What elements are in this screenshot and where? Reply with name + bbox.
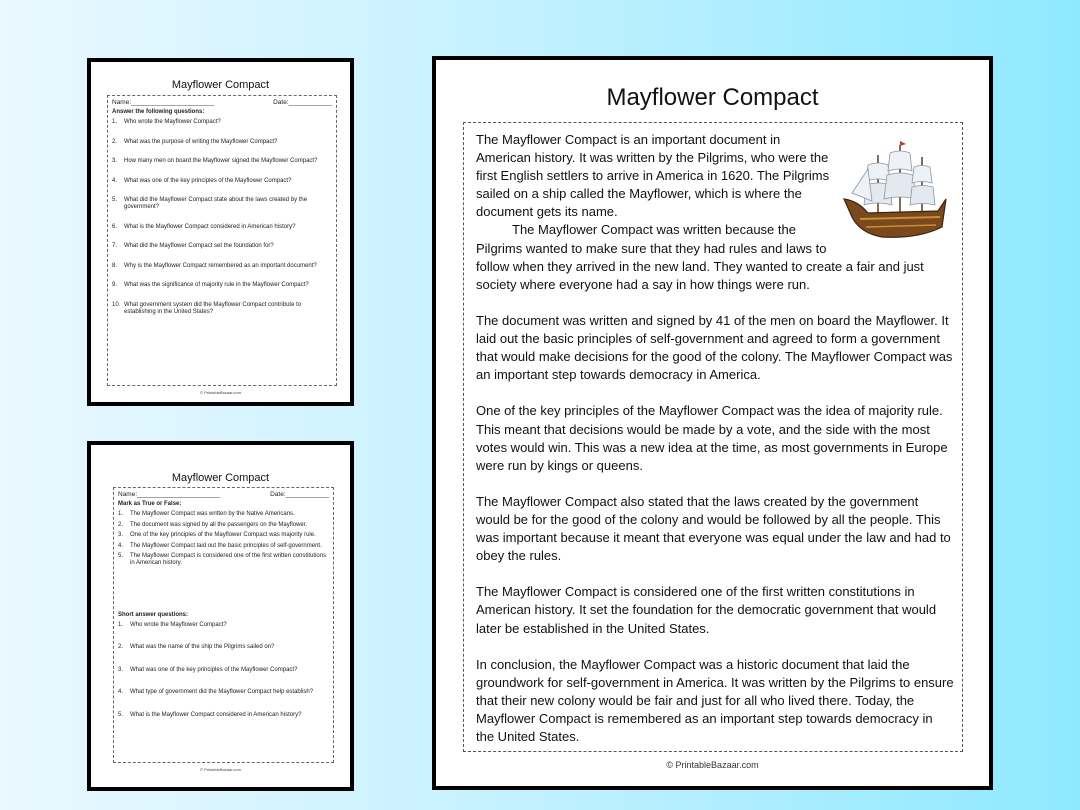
item-text: What is the Mayflower Compact considered in American history?	[130, 711, 302, 718]
list-item	[118, 667, 329, 674]
section-label: Answer the following questions:	[112, 109, 205, 115]
list-item	[118, 522, 329, 529]
list-item	[112, 282, 332, 289]
passage-footer: © PrintableBazaar.com	[666, 760, 759, 770]
item-text: What was one of the key principles of the Mayflower Compact?	[130, 666, 298, 673]
list-item	[112, 224, 332, 231]
item-text: How many men on board the Mayflower signed the Mayflower Compact?	[124, 158, 318, 164]
list-item	[118, 644, 329, 651]
list-item	[112, 197, 332, 211]
list-item	[112, 119, 332, 126]
passage-frame	[463, 122, 963, 752]
list-item	[118, 689, 329, 696]
item-text: What was the significance of majority rule in the Mayflower Compact?	[124, 282, 309, 288]
passage-paragraph-4: The Mayflower Compact also stated that the laws created by the government would be for the good of the colony and would be followed by all the people. This was important because it meant that everyone was equal under the law and had to obey the rules.	[476, 493, 951, 564]
list-item	[118, 532, 329, 539]
passage-text	[476, 131, 954, 746]
item-number: 10.	[112, 301, 121, 308]
item-text: What was the name of the ship the Pilgrims sailed on?	[130, 644, 275, 651]
list-item	[112, 263, 332, 270]
item-number: 3.	[118, 532, 124, 539]
item-number: 2.	[118, 644, 124, 651]
name-date-row	[112, 99, 332, 106]
item-text: Why is the Mayflower Compact remembered as an important document?	[124, 262, 317, 269]
list-item	[118, 543, 329, 550]
passage-paragraph-6: In conclusion, the Mayflower Compact was a historic document that laid the groundwork for self-government in America. It was written by the Pilgrims to ensure that their new colony would be fair and just for all who lived there. Today, the Mayflower Compact is remembered as an important step towards democracy in the United States.	[476, 656, 954, 745]
item-text: What government system did the Mayflower Compact contribute to establishing in the United States?	[124, 301, 302, 315]
item-number: 1.	[118, 621, 124, 628]
item-text: Who wrote the Mayflower Compact?	[130, 621, 227, 628]
item-text: The Mayflower Compact laid out the basic principles of self-government.	[130, 542, 322, 549]
truefalse-frame	[113, 487, 334, 763]
item-number: 4.	[118, 689, 124, 696]
item-number: 2.	[112, 138, 118, 145]
item-number: 7.	[112, 243, 118, 249]
list-item	[112, 178, 332, 185]
passage-paragraph-1: The Mayflower Compact is an important document in American history. It was written by the Pilgrims, who were the first English settlers to arrive in America in 1620. The Pilgrims sailed on a ship called the Mayflower, which is where the document gets its name.	[476, 132, 830, 220]
item-text: What was the purpose of writing the Mayflower Compact?	[124, 138, 278, 145]
list-item	[112, 243, 332, 250]
passage-paragraph-1b: The Mayflower Compact was written because the Pilgrims wanted to make sure that they had rules and laws to follow when they arrived in the new land. They wanted to create a fair and just society where everyone had a say in how things were run.	[476, 222, 924, 292]
item-text: What did the Mayflower Compact state about the laws created by the government?	[124, 197, 308, 210]
sa-list	[118, 622, 329, 719]
list-item	[112, 158, 332, 165]
list-item	[118, 622, 329, 629]
item-text: What did the Mayflower Compact set the foundation for?	[124, 243, 274, 249]
tf-section-label: Mark as True or False:	[118, 501, 182, 507]
item-number: 3.	[112, 158, 118, 164]
passage-paragraph-2: The document was written and signed by 41 of the men on board the Mayflower. It laid out the basic principles of self-government and agreed to form a government that would make decisions for the good of the colony. The Mayflower Compact was an important step towards democracy in America.	[476, 312, 953, 383]
name-label: Name:_______________________	[118, 491, 221, 498]
tf-list	[118, 511, 329, 567]
list-item	[118, 511, 329, 518]
questions-worksheet-title: Mayflower Compact	[171, 79, 270, 91]
item-number: 9.	[112, 282, 118, 288]
name-date-row	[118, 491, 329, 498]
item-number: 5.	[112, 197, 118, 203]
questions-frame	[107, 95, 337, 386]
item-text: The Mayflower Compact is considered one of the first written constitutions in American history.	[130, 553, 327, 567]
truefalse-worksheet-title: Mayflower Compact	[171, 472, 270, 484]
item-text: The Mayflower Compact was written by the Native Americans.	[130, 511, 295, 517]
item-number: 8.	[112, 262, 118, 269]
truefalse-worksheet-footer: © PrintableBazaar.com	[200, 767, 241, 772]
list-item	[118, 553, 329, 567]
item-number: 6.	[112, 223, 118, 230]
item-text: Who wrote the Mayflower Compact?	[124, 119, 221, 125]
name-label: Name:_______________________	[112, 99, 215, 106]
passage-paragraph-5: The Mayflower Compact is considered one of the first written constitutions in American history. It set the foundation for the democratic government that would later be established in the United States.	[476, 584, 937, 636]
truefalse-worksheet	[87, 441, 354, 791]
questions-worksheet-footer: © PrintableBazaar.com	[200, 390, 241, 395]
item-number: 4.	[118, 542, 124, 549]
item-number: 1.	[118, 511, 124, 517]
list-item	[112, 302, 332, 316]
list-item	[112, 139, 332, 146]
item-number: 3.	[118, 666, 124, 673]
ship-icon	[838, 139, 950, 249]
item-number: 2.	[118, 521, 124, 528]
passage-worksheet	[432, 56, 993, 790]
item-text: The document was signed by all the passengers on the Mayflower.	[130, 521, 308, 528]
item-text: What is the Mayflower Compact considered in American history?	[124, 223, 296, 230]
passage-title: Mayflower Compact	[606, 84, 819, 111]
item-number: 4.	[112, 177, 118, 184]
item-text: What type of government did the Mayflower Compact help establish?	[130, 689, 314, 696]
question-list	[112, 119, 332, 316]
list-item	[118, 712, 329, 719]
item-number: 5.	[118, 711, 124, 718]
item-number: 5.	[118, 553, 124, 560]
item-text: One of the key principles of the Mayflower Compact was majority rule.	[130, 532, 316, 539]
item-text: What was one of the key principles of the Mayflower Compact?	[124, 177, 292, 184]
questions-worksheet	[87, 58, 354, 406]
sa-section-label: Short answer questions:	[118, 611, 189, 618]
date-label: Date:____________	[270, 491, 329, 498]
date-label: Date:____________	[273, 99, 332, 106]
passage-paragraph-3: One of the key principles of the Mayflower Compact was the idea of majority rule. This meant that decisions would be made by a vote, and the side with the most votes would win. This was a new idea at the time, as most governments in Europe were run by kings or queens.	[476, 403, 948, 473]
item-number: 1.	[112, 119, 118, 125]
